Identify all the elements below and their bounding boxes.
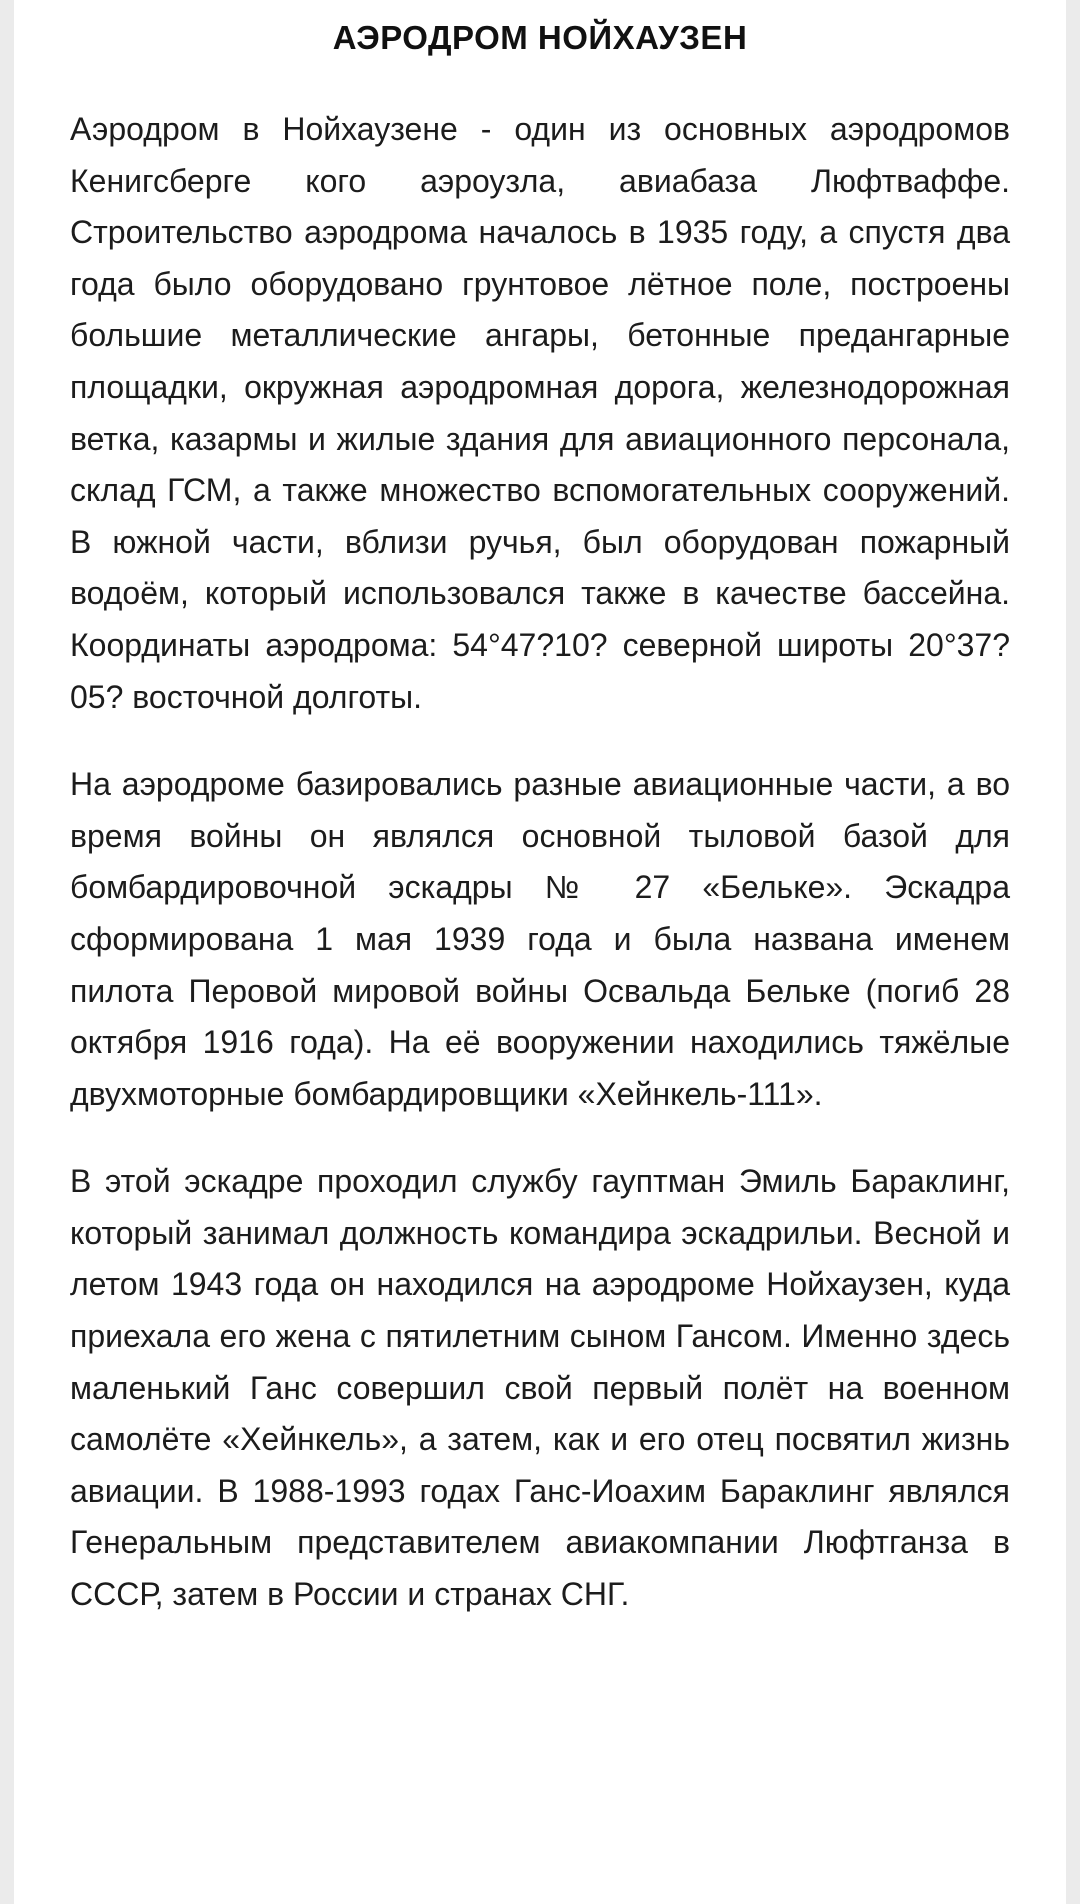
paragraph-bomber-squadron: На аэродроме базировались разные авиационные части, а во время войны он являлся основной тыловой базой для бомбардировочной эскадры № 27 «Бельке». Эскадра сформирована 1 мая 1939 года и была названа именем пилота Перовой мировой войны Освальда Бельке (погиб 28 октября 1916 года). На её вооружении находились тяжёлые двухмоторные бомбардировщики «Хейнкель-111». [70,766,1010,1112]
article-body [70,104,1010,1657]
article-title: АЭРОДРОМ НОЙХАУЗЕН [332,19,748,56]
paragraph-baracling-family: В этой эскадре проходил службу гауптман Эмиль Бараклинг, который занимал должность командира эскадрильи. Весной и летом 1943 года он находился на аэродроме Нойхаузен, куда приехала его жена с пятилетним сыном Гансом. Именно здесь маленький Ганс совершил свой первый полёт на военном самолёте «Хейнкель», а затем, как и его отец посвятил жизнь авиации. В 1988-1993 годах Ганс-Иоахим Бараклинг являлся Генеральным представителем авиакомпании Люфтганза в СССР, затем в России и странах СНГ. [70,1163,1010,1613]
document-page [14,0,1066,1904]
paragraph-airfield-history: Аэродром в Нойхаузене - один из основных аэродромов Кенигсберге кого аэроузла, авиабаза Люфтваффе. Строительство аэродрома началось в 1935 году, а спустя два года было оборудовано грунтовое лётное поле, построены большие металлические ангары, бетонные предангарные площадки, окружная аэродромная дорога, железнодорожная ветка, казармы и жилые здания для авиационного персонала, склад ГСМ, а также множество вспомогательных сооружений. В южной части, вблизи ручья, был оборудован пожарный водоём, который использовался также в качестве бассейна. Координаты аэродрома: 54°47?10? северной широты 20°37?05? восточной долготы. [70,111,1010,715]
